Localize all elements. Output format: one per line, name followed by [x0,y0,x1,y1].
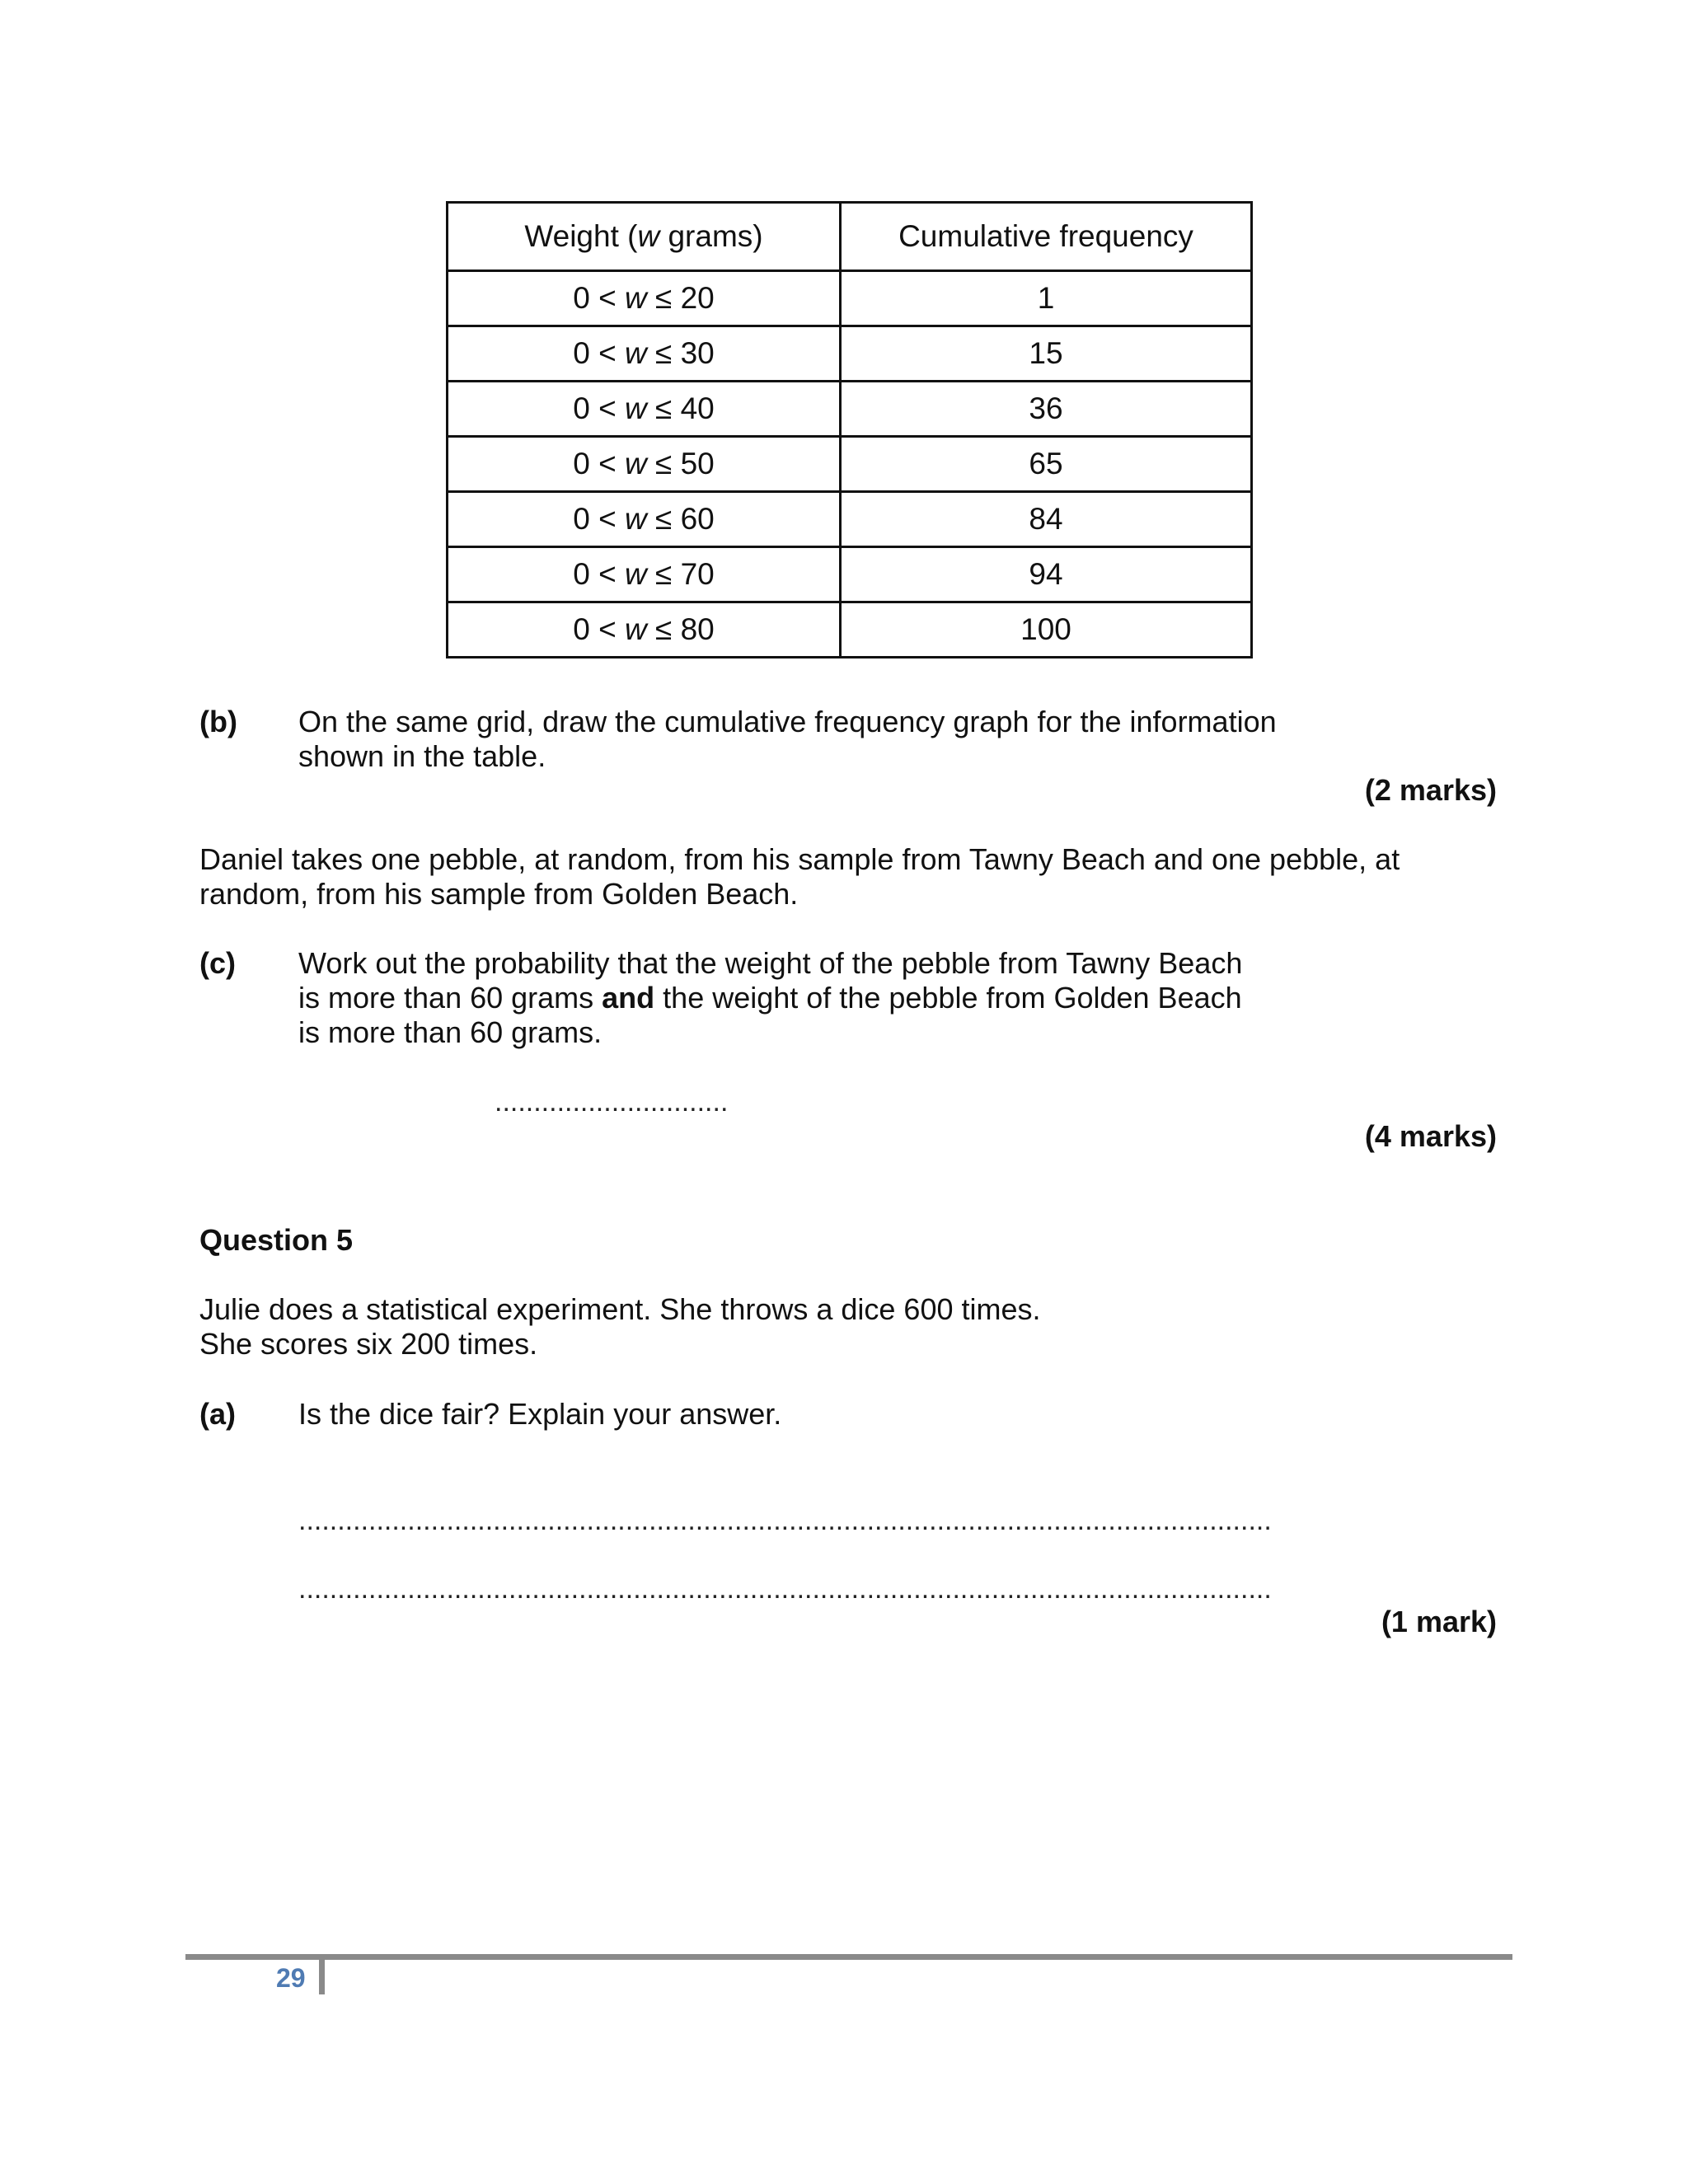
part-a-answer-line-2[interactable]: ............................................................................................................................. [298,1577,1272,1601]
part-c-marks: (4 marks) [1364,1119,1497,1153]
part-c-label: (c) [199,946,236,980]
cumulative-frequency-table [446,201,1253,658]
weight-column-header: Weight (w grams) [448,203,841,271]
part-c-intro-line-2: random, from his sample from Golden Beach. [199,877,799,911]
weight-cell: 0 < w ≤ 40 [448,382,841,437]
table-row [448,382,1252,437]
table-row [448,602,1252,658]
weight-cell: 0 < w ≤ 80 [448,602,841,658]
question-5-stem-line-1: Julie does a statistical experiment. She throws a dice 600 times. [199,1292,1041,1326]
part-a-question: Is the dice fair? Explain your answer. [298,1397,782,1431]
page-number: 29 [276,1963,306,1993]
part-b-question-line-2: shown in the table. [298,739,546,773]
part-b-question-line-1: On the same grid, draw the cumulative frequency graph for the information [298,705,1277,738]
table-row [448,271,1252,326]
cumulative-frequency-cell: 36 [841,382,1252,437]
part-c-intro-line-1: Daniel takes one pebble, at random, from his sample from Tawny Beach and one pebble, at [199,842,1400,876]
part-c-question-line-3: is more than 60 grams. [298,1015,603,1049]
cumulative-frequency-cell: 15 [841,326,1252,382]
footer-divider-tick [319,1958,325,1994]
weight-cell: 0 < w ≤ 70 [448,547,841,602]
table-row [448,437,1252,492]
cumulative-frequency-cell: 84 [841,492,1252,547]
table-row [448,547,1252,602]
table-row [448,492,1252,547]
table-header-row [448,203,1252,271]
weight-cell: 0 < w ≤ 60 [448,492,841,547]
part-a-answer-line-1[interactable]: ............................................................................................................................. [298,1508,1272,1533]
cumulative-frequency-cell: 94 [841,547,1252,602]
cumulative-frequency-cell: 65 [841,437,1252,492]
cumulative-frequency-column-header: Cumulative frequency [841,203,1252,271]
cumulative-frequency-cell: 1 [841,271,1252,326]
weight-cell: 0 < w ≤ 20 [448,271,841,326]
question-5-heading: Question 5 [199,1223,354,1257]
part-a-marks: (1 mark) [1381,1605,1497,1638]
part-c-answer-line[interactable]: .............................. [495,1090,729,1114]
weight-cell: 0 < w ≤ 50 [448,437,841,492]
footer-rule [185,1954,1512,1960]
part-c-question-line-1: Work out the probability that the weight of the pebble from Tawny Beach [298,946,1243,980]
weight-cell: 0 < w ≤ 30 [448,326,841,382]
part-b-marks: (2 marks) [1364,773,1497,807]
table-row [448,326,1252,382]
part-b-label: (b) [199,705,237,738]
part-c-question-line-2: is more than 60 grams and the weight of the pebble from Golden Beach [298,981,1242,1015]
part-a-label: (a) [199,1397,236,1431]
question-5-stem-line-2: She scores six 200 times. [199,1327,538,1361]
cumulative-frequency-cell: 100 [841,602,1252,658]
